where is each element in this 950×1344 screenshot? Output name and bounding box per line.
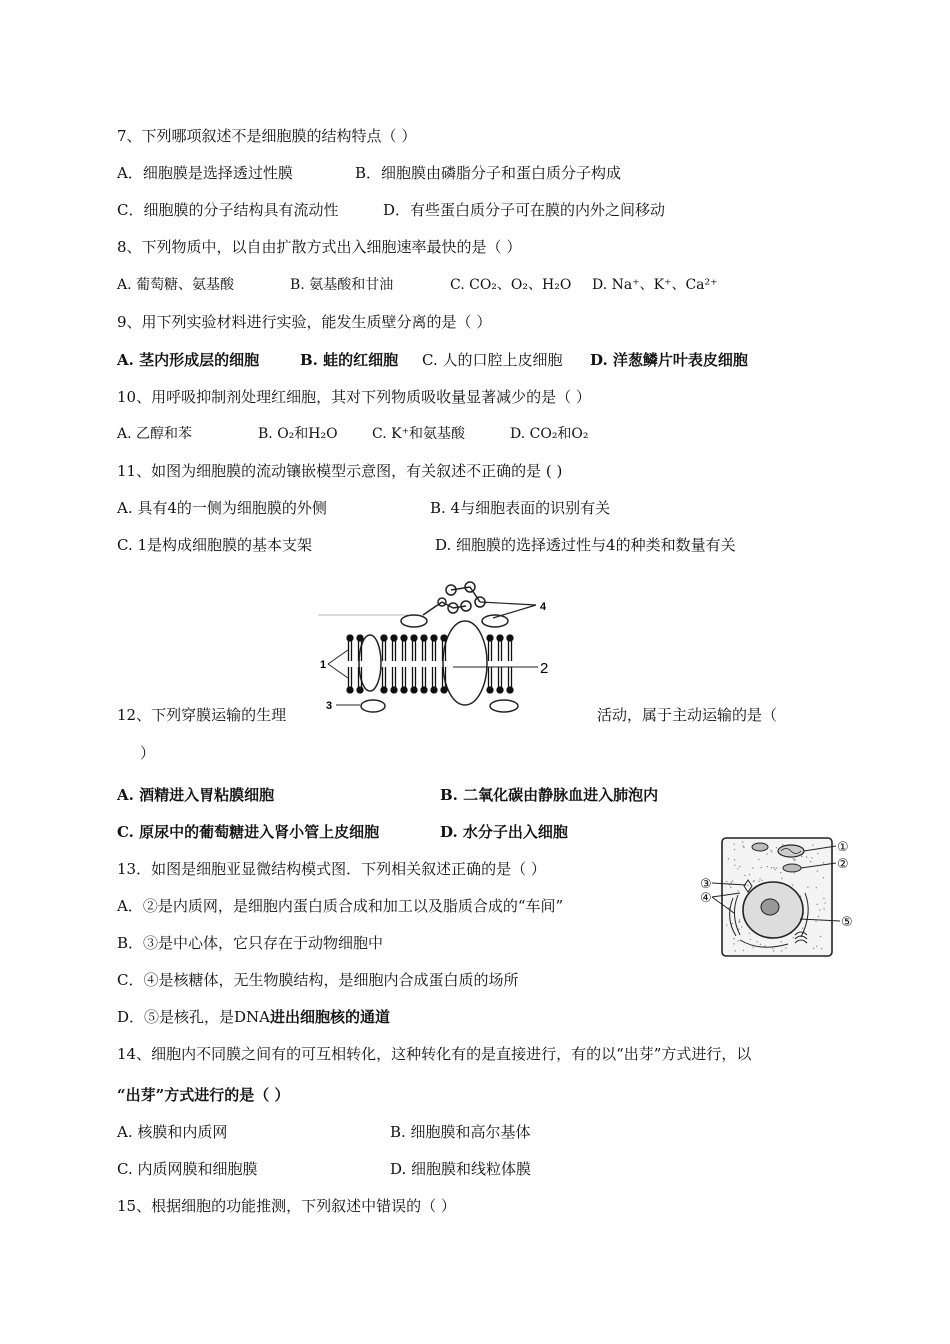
q13-stem: 13．如图是细胞亚显微结构模式图．下列相关叙述正确的是（ ） bbox=[117, 860, 546, 878]
q8-stem: 8、下列物质中，以自由扩散方式出入细胞速率最快的是（ ） bbox=[117, 238, 522, 256]
q10-stem: 10、用呼吸抑制剂处理红细胞，其对下列物质吸收量显著减少的是（ ） bbox=[117, 388, 591, 406]
q14-option-c: C. 内质网膜和细胞膜 bbox=[117, 1160, 258, 1178]
q14-stem-line1: 14、细胞内不同膜之间有的可互相转化，这种转化有的是直接进行，有的以“出芽”方式进行，以 bbox=[117, 1045, 752, 1063]
q14-option-b: B. 细胞膜和高尔基体 bbox=[390, 1123, 531, 1141]
q10-option-a: A. 乙醇和苯 bbox=[117, 426, 193, 442]
q12-stem-left: 12、下列穿膜运输的生理 bbox=[117, 706, 287, 724]
q13-option-a: A．②是内质网，是细胞内蛋白质合成和加工以及脂质合成的“车间” bbox=[117, 897, 564, 915]
q12-stem-end: ） bbox=[140, 744, 156, 762]
q10-option-b: B. O₂和H₂O bbox=[258, 426, 338, 442]
q7-option-c: C．细胞膜的分子结构具有流动性 bbox=[117, 201, 339, 219]
cell-label-4: ④ bbox=[700, 891, 712, 906]
q8-option-d: D. Na⁺、K⁺、Ca²⁺ bbox=[592, 277, 718, 293]
cell-label-1: ① bbox=[837, 840, 849, 855]
q12-stem-right: 活动，属于主动运输的是（ bbox=[597, 706, 778, 724]
q10-option-d: D. CO₂和O₂ bbox=[510, 426, 589, 442]
q7-option-b: B．细胞膜由磷脂分子和蛋白质分子构成 bbox=[355, 164, 622, 182]
q14-option-d: D. 细胞膜和线粒体膜 bbox=[390, 1160, 532, 1178]
q11-option-b: B. 4与细胞表面的识别有关 bbox=[430, 499, 611, 517]
membrane-label-2: 2 bbox=[540, 660, 549, 677]
q12-option-c: C. 原尿中的葡萄糖进入肾小管上皮细胞 bbox=[117, 823, 380, 841]
q14-stem-line2: “出芽”方式进行的是（ ） bbox=[117, 1086, 290, 1104]
animal-cell-diagram bbox=[700, 835, 860, 960]
q7-option-d: D．有些蛋白质分子可在膜的内外之间移动 bbox=[383, 201, 666, 219]
q15-stem: 15、根据细胞的功能推测，下列叙述中错误的（ ） bbox=[117, 1197, 456, 1215]
q13-option-d-plain: D．⑤是核孔，是DNA bbox=[117, 1008, 271, 1026]
cell-label-2: ② bbox=[837, 857, 849, 872]
fluid-mosaic-membrane-diagram bbox=[318, 578, 580, 716]
q7-option-a: A．细胞膜是选择透过性膜 bbox=[117, 164, 293, 182]
q8-option-a: A. 葡萄糖、氨基酸 bbox=[117, 277, 235, 293]
cell-label-5: ⑤ bbox=[841, 915, 853, 930]
q9-option-a: A. 茎内形成层的细胞 bbox=[117, 351, 260, 369]
q13-option-d-bold: 进出细胞核的通道 bbox=[270, 1008, 391, 1026]
q14-option-a: A. 核膜和内质网 bbox=[117, 1123, 228, 1141]
q9-option-b: B. 蛙的红细胞 bbox=[300, 351, 399, 369]
q8-option-b: B. 氨基酸和甘油 bbox=[290, 277, 394, 293]
membrane-label-4: 4 bbox=[540, 601, 547, 613]
q8-option-c: C. CO₂、O₂、H₂O bbox=[450, 277, 572, 293]
q9-stem: 9、用下列实验材料进行实验，能发生质壁分离的是（ ） bbox=[117, 313, 492, 331]
q11-option-c: C. 1是构成细胞膜的基本支架 bbox=[117, 536, 313, 554]
q9-option-c: C. 人的口腔上皮细胞 bbox=[422, 351, 563, 369]
q12-option-d: D. 水分子出入细胞 bbox=[440, 823, 568, 841]
q11-stem: 11、如图为细胞膜的流动镶嵌模型示意图，有关叙述不正确的是 ( ) bbox=[117, 462, 563, 480]
q13-option-b: B．③是中心体，它只存在于动物细胞中 bbox=[117, 934, 384, 952]
q10-option-c: C. K⁺和氨基酸 bbox=[372, 426, 465, 442]
q7-stem: 7、下列哪项叙述不是细胞膜的结构特点（ ） bbox=[117, 127, 417, 145]
membrane-label-3: 3 bbox=[326, 700, 333, 712]
q13-option-d bbox=[117, 1007, 390, 1027]
membrane-label-1: 1 bbox=[320, 659, 327, 671]
q11-option-d: D. 细胞膜的选择透过性与4的种类和数量有关 bbox=[435, 536, 736, 554]
q13-option-c: C．④是核糖体，无生物膜结构，是细胞内合成蛋白质的场所 bbox=[117, 971, 519, 989]
q12-option-b: B. 二氧化碳由静脉血进入肺泡内 bbox=[440, 786, 659, 804]
cell-label-3: ③ bbox=[700, 877, 712, 892]
q9-option-d: D. 洋葱鳞片叶表皮细胞 bbox=[590, 351, 748, 369]
q12-option-a: A. 酒精进入胃粘膜细胞 bbox=[117, 786, 275, 804]
q11-option-a: A. 具有4的一侧为细胞膜的外侧 bbox=[117, 499, 327, 517]
